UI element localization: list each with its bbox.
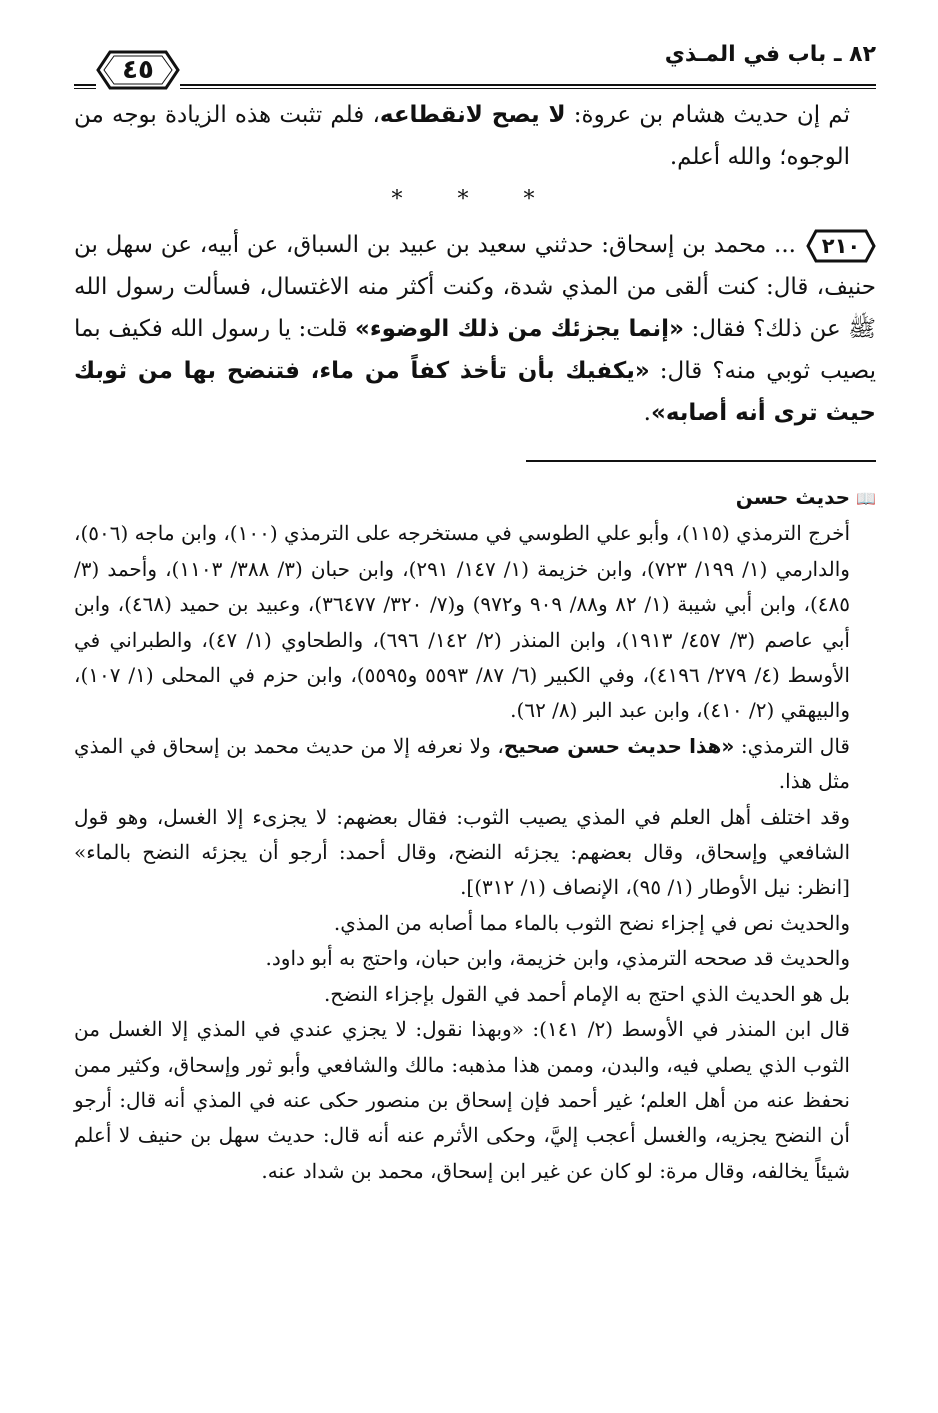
text-span: . [643, 400, 651, 426]
header-rule-thin [74, 88, 876, 89]
hadith-number-badge [806, 229, 876, 263]
paragraph-intro [74, 94, 876, 178]
note-paragraph: والحديث نص في إجزاء نضح الثوب بالماء مما أصابه من المذي. [333, 910, 850, 935]
text-span: ، فلم تثبت هذه الزيادة بوجه من الوجوه؛ والله أعلم. [74, 102, 850, 170]
hadith-number: ٢١٠ [821, 234, 861, 258]
main-text [74, 94, 876, 434]
text-span: قال الترمذي: [734, 733, 850, 758]
text-span: ، ولا نعرفه إلا من حديث محمد بن إسحاق في المذي مثل هذا. [74, 733, 850, 794]
footnote-separator [526, 460, 876, 462]
book-icon: 📖 [856, 489, 876, 508]
text-span: قلت: يا رسول الله فكيف بما يصيب ثوبي منه؟ قال: [74, 316, 877, 384]
bold-phrase: «إنما يجزئك من ذلك الوضوء» [355, 316, 684, 342]
tirmidhi-paragraph [74, 729, 876, 800]
header-rule [74, 84, 876, 86]
bold-phrase: «يكفيك بأن تأخذ كفاً من ماء، فتنضح بها من ثوبك حيث ترى أنه أصابه» [74, 358, 876, 426]
hadith-paragraph [74, 224, 876, 434]
takhrij-paragraph: أخرج الترمذي (١١٥)، وأبو علي الطوسي في مستخرجه على الترمذي (١٠٠)، وابن ماجه (٥٠٦)، والدارمي (١/ ١٩٩/ ٧٢٣)، وابن خزيمة (١/ ١٤٧/ ٢٩١)، وابن حبان (٣/ ٣٨٨/ ١١٠٣)، وأحمد (٣/ ٤٨٥)، وابن أبي شيبة (١/ ٨٢ و٨٨/ ٩٠٩ و٩٧٢) و(٧/ ٣٢٠/ ٣٦٤٧٧)، وعبيد بن حميد (٤٦٨)، وابن أبي عاصم (٣/ ٤٥٧/ ١٩١٣)، وابن المنذر (٢/ ١٤٢/ ٦٩٦)، والطحاوي (١/ ٤٧)، والطبراني في الأوسط (٤/ ٢٧٩/ ٤١٩٦)، وفي الكبير (٦/ ٨٧/ ٥٥٩٣ و٥٥٩٥)، وابن حزم في المحلى (١/ ١٠٧)، والبيهقي (٢/ ٤١٠)، وابن عبد البر (٨/ ٦٢). [74, 521, 851, 723]
text-span: ... محمد بن إسحاق: حدثني سعيد بن عبيد بن السباق، عن أبيه، عن سهل بن حنيف، قال: كنت ألقى من المذي شدة، وكنت أكثر منه الاغتسال، فسألت رسول الله ﷺ عن ذلك؟ فقال: [74, 232, 877, 342]
text-span: ثم إن حديث هشام بن عروة: [565, 102, 851, 128]
page-number-badge [96, 48, 180, 92]
bold-phrase: «هذا حديث حسن صحيح [503, 733, 735, 758]
grading-title [74, 480, 876, 516]
book-page [74, 38, 876, 1189]
note-paragraph: بل هو الحديث الذي احتج به الإمام أحمد في القول بإجزاء النضح. [323, 981, 850, 1006]
chapter-title: ٨٢ ـ باب في المـذي [664, 42, 876, 67]
note-paragraph: والحديث قد صححه الترمذي، وابن خزيمة، وابن حبان، واحتج به أبو داود. [265, 946, 850, 971]
page-number: ٤٥ [122, 55, 154, 85]
section-separator-stars: * * * [391, 187, 559, 212]
grading-label: حديث حسن [735, 485, 851, 509]
bold-phrase: لا يصح لانقطاعه [379, 102, 566, 128]
ikhtilaf-paragraph: وقد اختلف أهل العلم في المذي يصيب الثوب: فقال بعضهم: لا يجزىء إلا الغسل، وهو قول الشافعي وإسحاق، وقال بعضهم: يجزئه النضح، وقال أحمد: أرجو أن يجزئه النضح بالماء» [انظر: نيل الأوطار (١/ ٩٥)، الإنصاف (١/ ٣١٢)]. [74, 804, 850, 900]
commentary [74, 480, 876, 1189]
page-header [74, 38, 876, 94]
ibn-mundhir-paragraph: قال ابن المنذر في الأوسط (٢/ ١٤١): «وبهذا نقول: لا يجزي عندي في المذي إلا الغسل من الثوب الذي يصلي فيه، والبدن، وممن هذا مذهبه: مالك والشافعي وأبو ثور وإسحاق، وكثير ممن نحفظ عنه من أهل العلم؛ غير أحمد فإن إسحاق بن منصور حكى عنه في المذي أنه قال: أرجو أن النضح يجزيه، والغسل أعجب إليَّ، وحكى الأثرم عنه أنه قال: حديث سهل بن حنيف لا أعلم شيئاً يخالفه، وقال مرة: لو كان عن غير ابن إسحاق، محمد بن شداد عنه. [74, 1017, 850, 1183]
